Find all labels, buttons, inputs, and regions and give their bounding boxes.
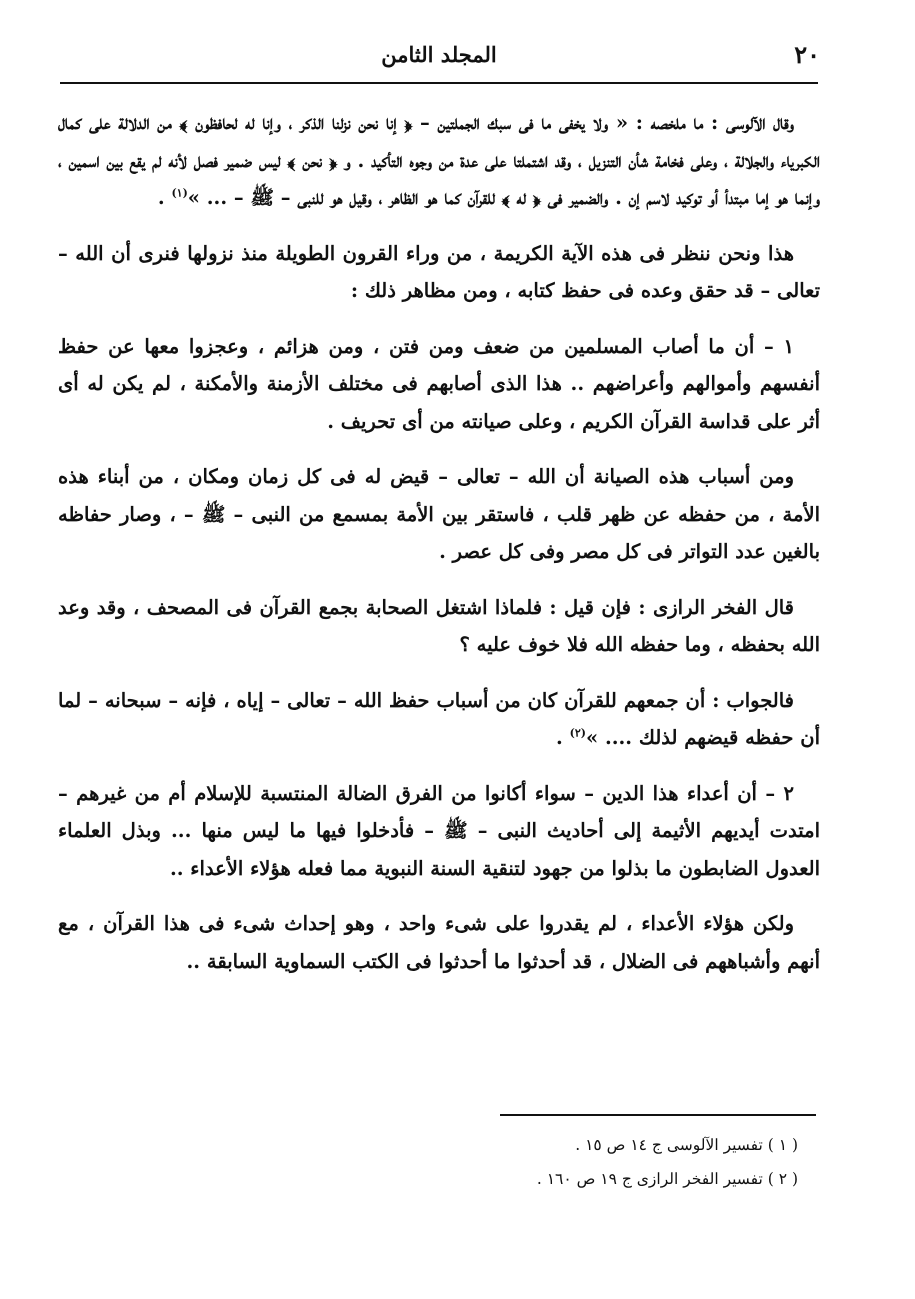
paragraph-text: وقال الآلوسى : ما ملخصه : « ولا يخفى ما فى سبك الجملتين – ﴿ إنا نحن نزلنا الذكر ، وإنا له لحافظون ﴾ من الدلالة على كمال الكبرياء والجلالة ، وعلى فخامة شأن التنزيل ، وقد اشتملتا على عدة من وجوه التأكيد . و ﴿ نحن ﴾ ليس ضمير فصل لأنه لم يقع بين اسمين ، وإنما هو إما مبتدأ أو توكيد لاسم إن . والضمير فى ﴿ له ﴾ للقرآن كما هو الظاهر ، وقيل هو للنبى – ﷺ – ... » [58,111,820,209]
paragraph-text: ٢ – أن أعداء هذا الدين – سواء أكانوا من الفرق الضالة المنتسبة للإسلام أم من غيرهم – امتدت أيديهم الأثيمة إلى أحاديث النبى – ﷺ – فأدخلوا فيها ما ليس منها ... وبذل العلماء العدول الضابطون ما بذلوا من جهود لتنقية السنة النبوية مما فعله هؤلاء الأعداء .. [58,781,820,880]
paragraph-razi-answer [58,682,820,757]
paragraph-point-1 [58,328,820,441]
paragraph-text: ١ – أن ما أصاب المسلمين من ضعف ومن فتن ، ومن هزائم ، وعجزوا معها عن حفظ أنفسهم وأموالهم وأعراضهم .. هذا الذى أصابهم فى مختلف الأزمنة والأمكنة ، لم يكن له أى أثر على قداسة القرآن الكريم ، وعلى صيانته من أى تحريف . [58,334,820,433]
paragraph-tail: . [556,726,570,749]
footnotes [300,1128,798,1196]
running-title: المجلد الثامن [381,42,497,67]
paragraph-point-2 [58,775,820,888]
paragraph-text: ومن أسباب هذه الصيانة أن الله – تعالى – قيض له فى كل زمان ومكان ، من أبناء هذه الأمة ، من حفظه عن ظهر قلب ، فاستقر بين الأمة بمسمع من النبى – ﷺ – ، وصار حفاظه بالغين عدد التواتر فى كل مصر وفى كل عصر . [58,465,820,563]
paragraph-text: قال الفخر الرازى : فإن قيل : فلماذا اشتغل الصحابة بجمع القرآن فى المصحف ، وقد وعد الله بحفظه ، وما حفظه الله فلا خوف عليه ؟ [58,595,820,656]
footnote-2: ( ٢ ) تفسير الفخر الرازى ج ١٩ ص ١٦٠ . [536,1170,798,1188]
paragraph-text: فالجواب : أن جمعهم للقرآن كان من أسباب حفظ الله – تعالى – إياه ، فإنه – سبحانه – لما أن حفظه قيضهم لذلك .... » [58,688,820,749]
paragraph-alusi-quote [58,104,820,217]
paragraph-tail: . [157,186,172,209]
body-text [58,104,820,998]
paragraph-text: ولكن هؤلاء الأعداء ، لم يقدروا على شىء واحد ، وهو إحداث شىء فى هذا القرآن ، مع أنهم وأشباههم فى الضلال ، قد أحدثوا ما أحدثوا فى الكتب السماوية السابقة .. [58,912,820,973]
paragraph-razi-question [58,589,820,664]
page-header [58,36,820,80]
page-number: ٢٠ [794,40,820,69]
footnote-1: ( ١ ) تفسير الآلوسى ج ١٤ ص ١٥ . [575,1136,798,1154]
paragraph-intro [58,235,820,310]
paragraph-text: هذا ونحن ننظر فى هذه الآية الكريمة ، من وراء القرون الطويلة منذ نزولها فنرى أن الله – تعالى – قد حقق وعده فى حفظ كتابه ، ومن مظاهر ذلك : [58,241,820,302]
header-rule [60,82,818,84]
paragraph-preservation [58,458,820,571]
paragraph-conclusion [58,905,820,980]
footnote-ref-2[interactable]: (٢) [569,726,586,740]
footnote-rule [500,1114,816,1116]
footnote-ref-1[interactable]: (١) [171,186,188,200]
